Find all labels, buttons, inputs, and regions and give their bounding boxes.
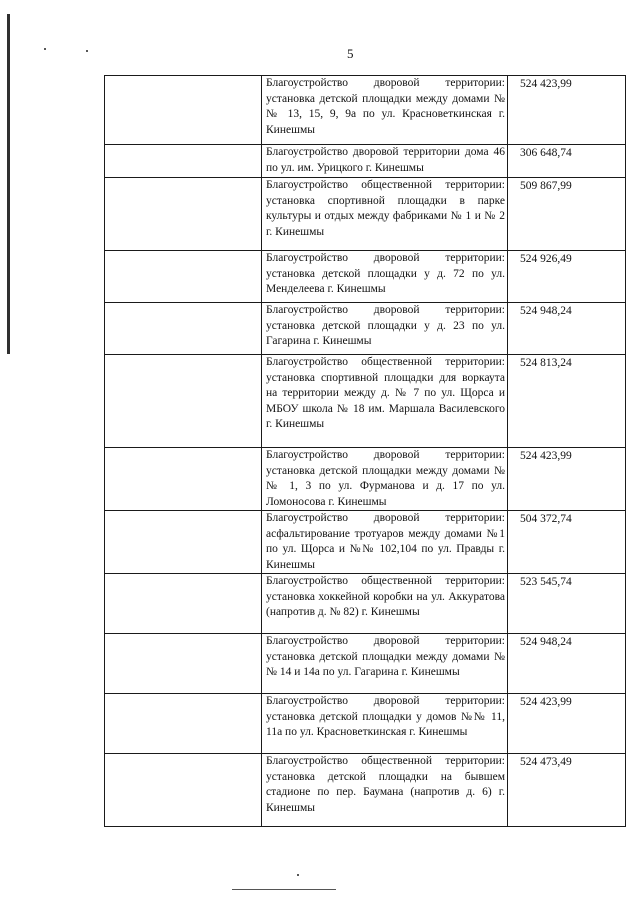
amount-value: 524 423,99 bbox=[520, 450, 572, 462]
amount-value: 524 473,49 bbox=[520, 756, 572, 768]
table-row bbox=[105, 76, 626, 145]
work-description: Благоустройство дворовой территории: установка детской площадки у д. 72 по ул. Менделеева г. Кинешмы bbox=[266, 252, 505, 295]
work-description-cell bbox=[262, 694, 508, 754]
work-description-cell bbox=[262, 303, 508, 355]
amount-value: 523 545,74 bbox=[520, 576, 572, 588]
work-description-cell bbox=[262, 634, 508, 694]
work-description: Благоустройство дворовой территории: асфальтирование тротуаров между домами №1 по ул. Щорса и №№ 102,104 по ул. Правды г. Кинешмы bbox=[266, 512, 505, 571]
empty-cell bbox=[105, 448, 262, 511]
works-table bbox=[104, 75, 626, 827]
work-description: Благоустройство общественной территории: установка спортивной площадки для воркаута на территории между д. № 7 по ул. Щорса и МБОУ школа № 18 им. Маршала Василевского г. Кинешмы bbox=[266, 356, 505, 430]
work-description-cell bbox=[262, 355, 508, 448]
work-description: Благоустройство общественной территории: установка детской площадки на бывшем стадионе по пер. Баумана (напротив д. 6) г. Кинешмы bbox=[266, 755, 505, 814]
work-description-cell bbox=[262, 145, 508, 178]
work-description-cell bbox=[262, 76, 508, 145]
table-row bbox=[105, 355, 626, 448]
amount-value: 509 867,99 bbox=[520, 180, 572, 192]
work-description: Благоустройство дворовой территории дома 46 по ул. им. Урицкого г. Кинешмы bbox=[266, 146, 505, 174]
work-description: Благоустройство дворовой территории: установка детской площадки между домами №№ 14 и 14а по ул. Гагарина г. Кинешмы bbox=[266, 635, 505, 678]
amount-cell bbox=[508, 145, 626, 178]
table-row bbox=[105, 634, 626, 694]
empty-cell bbox=[105, 634, 262, 694]
amount-cell bbox=[508, 448, 626, 511]
amount-value: 306 648,74 bbox=[520, 147, 572, 159]
work-description: Благоустройство общественной территории: установка хоккейной коробки на ул. Аккуратова (напротив д. № 82) г. Кинешмы bbox=[266, 575, 505, 618]
work-description-cell bbox=[262, 574, 508, 634]
table-row bbox=[105, 448, 626, 511]
work-description-cell bbox=[262, 178, 508, 251]
amount-cell bbox=[508, 251, 626, 303]
amount-value: 524 948,24 bbox=[520, 305, 572, 317]
amount-value: 524 948,24 bbox=[520, 636, 572, 648]
work-description: Благоустройство дворовой территории: установка детской площадки между домами №№ 1, 3 по ул. Фурманова и д. 17 по ул. Ломоносова г. Кинешмы bbox=[266, 449, 505, 508]
work-description-cell bbox=[262, 251, 508, 303]
empty-cell bbox=[105, 145, 262, 178]
work-description: Благоустройство дворовой территории: установка детской площадки у домов №№ 11, 11а по ул. Красноветкинская г. Кинешмы bbox=[266, 695, 505, 738]
amount-cell bbox=[508, 76, 626, 145]
table-row bbox=[105, 251, 626, 303]
empty-cell bbox=[105, 303, 262, 355]
table-row bbox=[105, 694, 626, 754]
amount-cell bbox=[508, 694, 626, 754]
table-row bbox=[105, 511, 626, 574]
empty-cell bbox=[105, 355, 262, 448]
amount-cell bbox=[508, 754, 626, 827]
amount-cell bbox=[508, 355, 626, 448]
work-description-cell bbox=[262, 511, 508, 574]
table-row bbox=[105, 574, 626, 634]
amount-cell bbox=[508, 634, 626, 694]
work-description: Благоустройство дворовой территории: установка детской площадки у д. 23 по ул. Гагарина г. Кинешмы bbox=[266, 304, 505, 347]
amount-value: 524 926,49 bbox=[520, 253, 572, 265]
empty-cell bbox=[105, 251, 262, 303]
amount-value: 524 423,99 bbox=[520, 696, 572, 708]
empty-cell bbox=[105, 76, 262, 145]
empty-cell bbox=[105, 178, 262, 251]
amount-cell bbox=[508, 303, 626, 355]
empty-cell bbox=[105, 754, 262, 827]
table-row bbox=[105, 754, 626, 827]
scan-speck bbox=[86, 50, 88, 52]
scan-speck bbox=[44, 48, 46, 50]
scan-speck bbox=[297, 874, 299, 876]
work-description-cell bbox=[262, 448, 508, 511]
table-row bbox=[105, 178, 626, 251]
amount-cell bbox=[508, 178, 626, 251]
amount-value: 524 423,99 bbox=[520, 78, 572, 90]
work-description: Благоустройство дворовой территории: установка детской площадки между домами №№ 13, 15, 9, 9а по ул. Красноветкинская г. Кинешмы bbox=[266, 77, 505, 136]
page-number: 5 bbox=[347, 46, 354, 61]
work-description: Благоустройство общественной территории: установка спортивной площадки в парке культуры и отдых между фабриками № 1 и № 2 г. Кинешмы bbox=[266, 179, 505, 238]
table-row bbox=[105, 303, 626, 355]
scan-edge-mark bbox=[7, 14, 10, 354]
amount-cell bbox=[508, 574, 626, 634]
footer-line bbox=[232, 889, 336, 890]
amount-value: 504 372,74 bbox=[520, 513, 572, 525]
empty-cell bbox=[105, 694, 262, 754]
amount-value: 524 813,24 bbox=[520, 357, 572, 369]
empty-cell bbox=[105, 511, 262, 574]
empty-cell bbox=[105, 574, 262, 634]
work-description-cell bbox=[262, 754, 508, 827]
table-row bbox=[105, 145, 626, 178]
amount-cell bbox=[508, 511, 626, 574]
